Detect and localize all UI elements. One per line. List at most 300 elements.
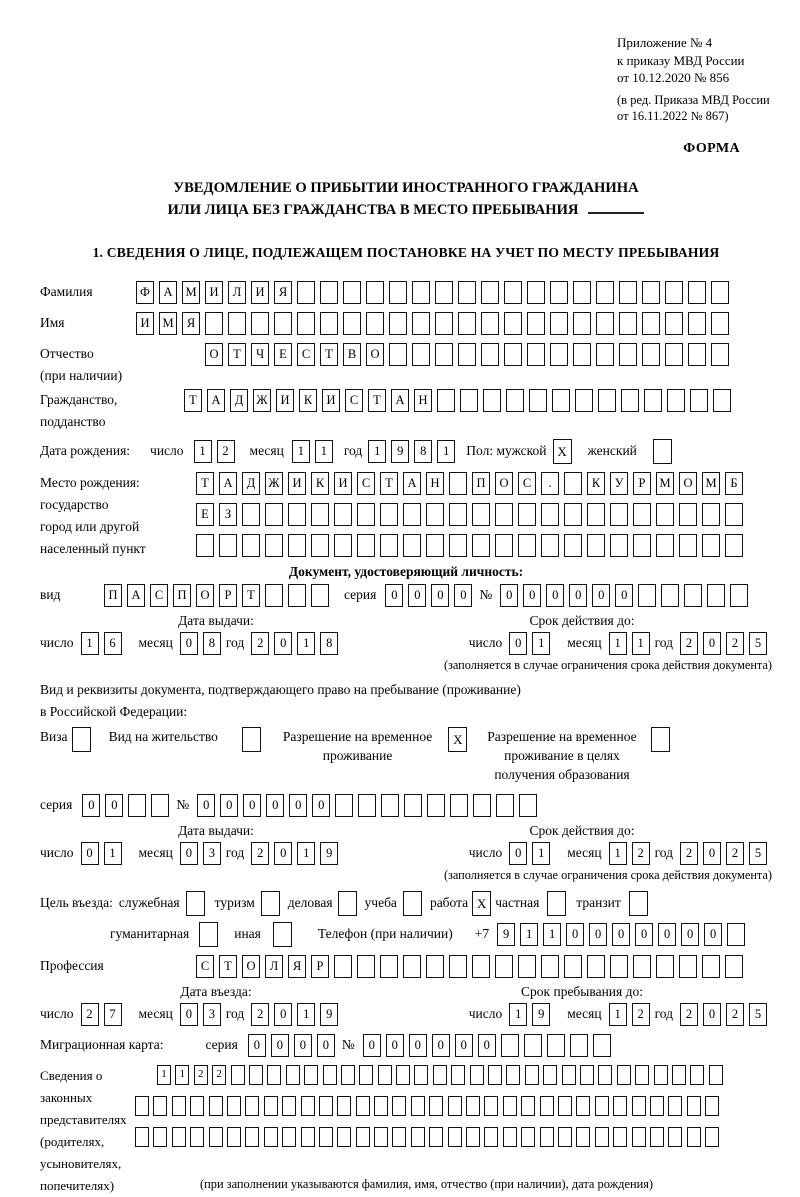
- char-cell[interactable]: [504, 343, 522, 366]
- char-cell[interactable]: [311, 534, 329, 557]
- char-cell[interactable]: 1: [292, 440, 310, 463]
- char-cell[interactable]: 1: [509, 1003, 527, 1026]
- char-cell[interactable]: 0: [243, 794, 261, 817]
- char-cell[interactable]: [389, 312, 407, 335]
- char-cell[interactable]: [261, 891, 280, 916]
- char-cell[interactable]: К: [299, 389, 317, 412]
- char-cell[interactable]: [466, 1096, 480, 1116]
- char-cell[interactable]: [550, 343, 568, 366]
- char-cell[interactable]: [725, 955, 743, 978]
- char-cell[interactable]: [190, 1127, 204, 1147]
- char-cell[interactable]: [403, 534, 421, 557]
- char-cell[interactable]: [543, 1065, 557, 1085]
- char-cell[interactable]: [265, 503, 283, 526]
- char-cell[interactable]: [702, 955, 720, 978]
- char-cell[interactable]: 0: [81, 842, 99, 865]
- char-cell[interactable]: Т: [368, 389, 386, 412]
- char-cell[interactable]: [541, 534, 559, 557]
- char-cell[interactable]: И: [136, 312, 154, 335]
- char-cell[interactable]: [426, 503, 444, 526]
- char-cell[interactable]: [448, 1127, 462, 1147]
- char-cell[interactable]: [433, 1065, 447, 1085]
- char-cell[interactable]: [304, 1065, 318, 1085]
- char-cell[interactable]: [199, 922, 218, 947]
- char-cell[interactable]: [412, 281, 430, 304]
- char-cell[interactable]: [392, 1096, 406, 1116]
- char-cell[interactable]: [337, 1096, 351, 1116]
- char-cell[interactable]: Ж: [265, 472, 283, 495]
- char-cell[interactable]: 9: [320, 842, 338, 865]
- char-cell[interactable]: [251, 312, 269, 335]
- char-cell[interactable]: [320, 312, 338, 335]
- char-cell[interactable]: [564, 503, 582, 526]
- char-cell[interactable]: [644, 389, 662, 412]
- char-cell[interactable]: [274, 312, 292, 335]
- char-cell[interactable]: [219, 534, 237, 557]
- char-cell[interactable]: [282, 1096, 296, 1116]
- char-cell[interactable]: 2: [680, 842, 698, 865]
- char-cell[interactable]: О: [366, 343, 384, 366]
- char-cell[interactable]: [481, 312, 499, 335]
- char-cell[interactable]: 0: [294, 1034, 312, 1057]
- char-cell[interactable]: 1: [175, 1065, 189, 1085]
- char-cell[interactable]: [227, 1096, 241, 1116]
- char-cell[interactable]: 1: [297, 842, 315, 865]
- char-cell[interactable]: [227, 1127, 241, 1147]
- char-cell[interactable]: [357, 503, 375, 526]
- char-cell[interactable]: [598, 1065, 612, 1085]
- char-cell[interactable]: Я: [182, 312, 200, 335]
- char-cell[interactable]: [619, 281, 637, 304]
- char-cell[interactable]: [667, 389, 685, 412]
- char-cell[interactable]: [550, 312, 568, 335]
- char-cell[interactable]: 8: [414, 440, 432, 463]
- char-cell[interactable]: [449, 503, 467, 526]
- char-cell[interactable]: 0: [612, 923, 630, 946]
- char-cell[interactable]: К: [311, 472, 329, 495]
- char-cell[interactable]: 2: [81, 1003, 99, 1026]
- char-cell[interactable]: 2: [680, 632, 698, 655]
- char-cell[interactable]: [426, 534, 444, 557]
- char-cell[interactable]: 1: [157, 1065, 171, 1085]
- char-cell[interactable]: [231, 1065, 245, 1085]
- char-cell[interactable]: [653, 439, 672, 464]
- char-cell[interactable]: О: [205, 343, 223, 366]
- char-cell[interactable]: [288, 503, 306, 526]
- char-cell[interactable]: [319, 1127, 333, 1147]
- char-cell[interactable]: [707, 584, 725, 607]
- char-cell[interactable]: [529, 389, 547, 412]
- char-cell[interactable]: [527, 281, 545, 304]
- char-cell[interactable]: Т: [228, 343, 246, 366]
- char-cell[interactable]: [343, 312, 361, 335]
- char-cell[interactable]: [633, 503, 651, 526]
- char-cell[interactable]: 5: [749, 632, 767, 655]
- char-cell[interactable]: [341, 1065, 355, 1085]
- char-cell[interactable]: [366, 281, 384, 304]
- char-cell[interactable]: [380, 534, 398, 557]
- char-cell[interactable]: [378, 1065, 392, 1085]
- char-cell[interactable]: 0: [274, 1003, 292, 1026]
- char-cell[interactable]: 3: [203, 842, 221, 865]
- char-cell[interactable]: [665, 312, 683, 335]
- char-cell[interactable]: [338, 891, 357, 916]
- char-cell[interactable]: П: [104, 584, 122, 607]
- char-cell[interactable]: [709, 1065, 723, 1085]
- char-cell[interactable]: 0: [271, 1034, 289, 1057]
- char-cell[interactable]: Т: [219, 955, 237, 978]
- char-cell[interactable]: 0: [703, 632, 721, 655]
- char-cell[interactable]: [264, 1127, 278, 1147]
- char-cell[interactable]: [598, 389, 616, 412]
- char-cell[interactable]: 0: [386, 1034, 404, 1057]
- char-cell[interactable]: [481, 281, 499, 304]
- char-cell[interactable]: X: [448, 727, 467, 752]
- char-cell[interactable]: О: [495, 472, 513, 495]
- char-cell[interactable]: [519, 794, 537, 817]
- char-cell[interactable]: [688, 343, 706, 366]
- char-cell[interactable]: [593, 1034, 611, 1057]
- char-cell[interactable]: [596, 281, 614, 304]
- char-cell[interactable]: [610, 534, 628, 557]
- char-cell[interactable]: А: [159, 281, 177, 304]
- char-cell[interactable]: [473, 794, 491, 817]
- char-cell[interactable]: [711, 343, 729, 366]
- char-cell[interactable]: [228, 312, 246, 335]
- char-cell[interactable]: [288, 584, 306, 607]
- char-cell[interactable]: [654, 1065, 668, 1085]
- char-cell[interactable]: [725, 503, 743, 526]
- char-cell[interactable]: 2: [726, 1003, 744, 1026]
- char-cell[interactable]: [72, 727, 91, 752]
- char-cell[interactable]: Ф: [136, 281, 154, 304]
- char-cell[interactable]: [190, 1096, 204, 1116]
- char-cell[interactable]: [558, 1096, 572, 1116]
- char-cell[interactable]: [286, 1065, 300, 1085]
- char-cell[interactable]: 1: [532, 842, 550, 865]
- char-cell[interactable]: [610, 503, 628, 526]
- char-cell[interactable]: [672, 1065, 686, 1085]
- char-cell[interactable]: 2: [680, 1003, 698, 1026]
- char-cell[interactable]: 0: [566, 923, 584, 946]
- char-cell[interactable]: 1: [543, 923, 561, 946]
- char-cell[interactable]: 0: [248, 1034, 266, 1057]
- char-cell[interactable]: [725, 534, 743, 557]
- char-cell[interactable]: [587, 503, 605, 526]
- char-cell[interactable]: О: [196, 584, 214, 607]
- char-cell[interactable]: [435, 343, 453, 366]
- char-cell[interactable]: 0: [635, 923, 653, 946]
- char-cell[interactable]: 0: [658, 923, 676, 946]
- char-cell[interactable]: 5: [749, 1003, 767, 1026]
- char-cell[interactable]: 0: [569, 584, 587, 607]
- char-cell[interactable]: М: [702, 472, 720, 495]
- char-cell[interactable]: 1: [609, 632, 627, 655]
- char-cell[interactable]: [288, 534, 306, 557]
- char-cell[interactable]: [414, 1065, 428, 1085]
- char-cell[interactable]: А: [219, 472, 237, 495]
- char-cell[interactable]: [730, 584, 748, 607]
- char-cell[interactable]: [610, 955, 628, 978]
- char-cell[interactable]: О: [242, 955, 260, 978]
- char-cell[interactable]: 0: [478, 1034, 496, 1057]
- char-cell[interactable]: [334, 503, 352, 526]
- char-cell[interactable]: [209, 1096, 223, 1116]
- char-cell[interactable]: [642, 343, 660, 366]
- char-cell[interactable]: [334, 955, 352, 978]
- char-cell[interactable]: [656, 503, 674, 526]
- char-cell[interactable]: [679, 534, 697, 557]
- char-cell[interactable]: [153, 1127, 167, 1147]
- char-cell[interactable]: [550, 281, 568, 304]
- char-cell[interactable]: [575, 389, 593, 412]
- char-cell[interactable]: 0: [615, 584, 633, 607]
- char-cell[interactable]: [495, 503, 513, 526]
- char-cell[interactable]: [311, 503, 329, 526]
- char-cell[interactable]: Т: [242, 584, 260, 607]
- char-cell[interactable]: [521, 1096, 535, 1116]
- char-cell[interactable]: [713, 389, 731, 412]
- char-cell[interactable]: 9: [391, 440, 409, 463]
- char-cell[interactable]: [613, 1096, 627, 1116]
- char-cell[interactable]: 2: [726, 632, 744, 655]
- char-cell[interactable]: [323, 1065, 337, 1085]
- char-cell[interactable]: 1: [104, 842, 122, 865]
- char-cell[interactable]: [687, 1127, 701, 1147]
- char-cell[interactable]: [320, 281, 338, 304]
- char-cell[interactable]: [587, 534, 605, 557]
- char-cell[interactable]: [540, 1096, 554, 1116]
- char-cell[interactable]: 1: [297, 632, 315, 655]
- char-cell[interactable]: [595, 1096, 609, 1116]
- char-cell[interactable]: [380, 503, 398, 526]
- char-cell[interactable]: [411, 1096, 425, 1116]
- char-cell[interactable]: [403, 891, 422, 916]
- char-cell[interactable]: [356, 1096, 370, 1116]
- char-cell[interactable]: [635, 1065, 649, 1085]
- char-cell[interactable]: [205, 312, 223, 335]
- char-cell[interactable]: [451, 1065, 465, 1085]
- char-cell[interactable]: [629, 891, 648, 916]
- char-cell[interactable]: И: [288, 472, 306, 495]
- char-cell[interactable]: [564, 472, 582, 495]
- char-cell[interactable]: 1: [532, 632, 550, 655]
- char-cell[interactable]: [665, 281, 683, 304]
- char-cell[interactable]: О: [679, 472, 697, 495]
- char-cell[interactable]: [470, 1065, 484, 1085]
- char-cell[interactable]: 0: [704, 923, 722, 946]
- char-cell[interactable]: [335, 794, 353, 817]
- char-cell[interactable]: [638, 584, 656, 607]
- char-cell[interactable]: 0: [266, 794, 284, 817]
- char-cell[interactable]: 3: [203, 1003, 221, 1026]
- char-cell[interactable]: X: [553, 439, 572, 464]
- char-cell[interactable]: [656, 534, 674, 557]
- char-cell[interactable]: Д: [230, 389, 248, 412]
- char-cell[interactable]: [389, 281, 407, 304]
- char-cell[interactable]: [429, 1127, 443, 1147]
- char-cell[interactable]: 9: [497, 923, 515, 946]
- char-cell[interactable]: [521, 1127, 535, 1147]
- char-cell[interactable]: А: [403, 472, 421, 495]
- char-cell[interactable]: 1: [315, 440, 333, 463]
- char-cell[interactable]: [540, 1127, 554, 1147]
- char-cell[interactable]: 0: [523, 584, 541, 607]
- char-cell[interactable]: М: [182, 281, 200, 304]
- char-cell[interactable]: [495, 534, 513, 557]
- char-cell[interactable]: 0: [180, 1003, 198, 1026]
- char-cell[interactable]: 2: [212, 1065, 226, 1085]
- char-cell[interactable]: 0: [509, 842, 527, 865]
- char-cell[interactable]: [449, 955, 467, 978]
- char-cell[interactable]: [411, 1127, 425, 1147]
- char-cell[interactable]: [242, 534, 260, 557]
- char-cell[interactable]: [495, 955, 513, 978]
- char-cell[interactable]: 5: [749, 842, 767, 865]
- char-cell[interactable]: [357, 534, 375, 557]
- char-cell[interactable]: [153, 1096, 167, 1116]
- char-cell[interactable]: 8: [320, 632, 338, 655]
- char-cell[interactable]: П: [173, 584, 191, 607]
- char-cell[interactable]: [679, 955, 697, 978]
- char-cell[interactable]: [518, 534, 536, 557]
- char-cell[interactable]: [449, 534, 467, 557]
- char-cell[interactable]: [564, 534, 582, 557]
- char-cell[interactable]: [496, 794, 514, 817]
- char-cell[interactable]: [633, 534, 651, 557]
- char-cell[interactable]: [687, 1096, 701, 1116]
- char-cell[interactable]: [650, 1127, 664, 1147]
- char-cell[interactable]: 1: [520, 923, 538, 946]
- char-cell[interactable]: 1: [609, 1003, 627, 1026]
- char-cell[interactable]: 0: [180, 632, 198, 655]
- char-cell[interactable]: [504, 281, 522, 304]
- char-cell[interactable]: [249, 1065, 263, 1085]
- char-cell[interactable]: 0: [289, 794, 307, 817]
- char-cell[interactable]: 0: [385, 584, 403, 607]
- char-cell[interactable]: [711, 281, 729, 304]
- char-cell[interactable]: [245, 1127, 259, 1147]
- char-cell[interactable]: [518, 955, 536, 978]
- char-cell[interactable]: 2: [251, 842, 269, 865]
- char-cell[interactable]: [621, 389, 639, 412]
- char-cell[interactable]: [702, 503, 720, 526]
- char-cell[interactable]: [334, 534, 352, 557]
- char-cell[interactable]: Т: [380, 472, 398, 495]
- char-cell[interactable]: У: [610, 472, 628, 495]
- char-cell[interactable]: [435, 281, 453, 304]
- char-cell[interactable]: [357, 955, 375, 978]
- char-cell[interactable]: 0: [431, 584, 449, 607]
- char-cell[interactable]: [642, 281, 660, 304]
- char-cell[interactable]: 0: [197, 794, 215, 817]
- char-cell[interactable]: [504, 312, 522, 335]
- char-cell[interactable]: [196, 534, 214, 557]
- char-cell[interactable]: [503, 1127, 517, 1147]
- char-cell[interactable]: В: [343, 343, 361, 366]
- char-cell[interactable]: [356, 1127, 370, 1147]
- char-cell[interactable]: [472, 503, 490, 526]
- char-cell[interactable]: [267, 1065, 281, 1085]
- char-cell[interactable]: 6: [104, 632, 122, 655]
- char-cell[interactable]: [501, 1034, 519, 1057]
- char-cell[interactable]: П: [472, 472, 490, 495]
- char-cell[interactable]: [448, 1096, 462, 1116]
- char-cell[interactable]: И: [334, 472, 352, 495]
- char-cell[interactable]: С: [357, 472, 375, 495]
- char-cell[interactable]: [297, 312, 315, 335]
- char-cell[interactable]: [580, 1065, 594, 1085]
- char-cell[interactable]: [380, 955, 398, 978]
- char-cell[interactable]: [668, 1096, 682, 1116]
- char-cell[interactable]: 0: [592, 584, 610, 607]
- char-cell[interactable]: [650, 1096, 664, 1116]
- char-cell[interactable]: [135, 1127, 149, 1147]
- char-cell[interactable]: [435, 312, 453, 335]
- char-cell[interactable]: [506, 389, 524, 412]
- char-cell[interactable]: [547, 1034, 565, 1057]
- char-cell[interactable]: 1: [194, 440, 212, 463]
- char-cell[interactable]: [632, 1096, 646, 1116]
- char-cell[interactable]: 0: [703, 1003, 721, 1026]
- char-cell[interactable]: [128, 794, 146, 817]
- char-cell[interactable]: [705, 1127, 719, 1147]
- char-cell[interactable]: [172, 1096, 186, 1116]
- char-cell[interactable]: [319, 1096, 333, 1116]
- char-cell[interactable]: 0: [408, 584, 426, 607]
- char-cell[interactable]: 2: [251, 632, 269, 655]
- char-cell[interactable]: [576, 1096, 590, 1116]
- char-cell[interactable]: 7: [104, 1003, 122, 1026]
- char-cell[interactable]: 0: [82, 794, 100, 817]
- char-cell[interactable]: [702, 534, 720, 557]
- char-cell[interactable]: 0: [312, 794, 330, 817]
- char-cell[interactable]: [172, 1127, 186, 1147]
- char-cell[interactable]: 0: [500, 584, 518, 607]
- char-cell[interactable]: Т: [196, 472, 214, 495]
- char-cell[interactable]: И: [276, 389, 294, 412]
- char-cell[interactable]: [524, 1034, 542, 1057]
- char-cell[interactable]: [690, 389, 708, 412]
- char-cell[interactable]: [242, 503, 260, 526]
- char-cell[interactable]: Т: [320, 343, 338, 366]
- char-cell[interactable]: Я: [274, 281, 292, 304]
- char-cell[interactable]: Ч: [251, 343, 269, 366]
- char-cell[interactable]: 0: [220, 794, 238, 817]
- char-cell[interactable]: [396, 1065, 410, 1085]
- char-cell[interactable]: Д: [242, 472, 260, 495]
- char-cell[interactable]: И: [322, 389, 340, 412]
- char-cell[interactable]: Р: [311, 955, 329, 978]
- char-cell[interactable]: 0: [589, 923, 607, 946]
- char-cell[interactable]: [403, 955, 421, 978]
- char-cell[interactable]: [656, 955, 674, 978]
- char-cell[interactable]: 0: [509, 632, 527, 655]
- char-cell[interactable]: С: [297, 343, 315, 366]
- char-cell[interactable]: [684, 584, 702, 607]
- char-cell[interactable]: [527, 312, 545, 335]
- char-cell[interactable]: И: [205, 281, 223, 304]
- char-cell[interactable]: 0: [681, 923, 699, 946]
- char-cell[interactable]: [429, 1096, 443, 1116]
- char-cell[interactable]: С: [345, 389, 363, 412]
- char-cell[interactable]: С: [518, 472, 536, 495]
- char-cell[interactable]: [366, 312, 384, 335]
- char-cell[interactable]: [186, 891, 205, 916]
- char-cell[interactable]: [665, 343, 683, 366]
- char-cell[interactable]: [576, 1127, 590, 1147]
- char-cell[interactable]: [389, 343, 407, 366]
